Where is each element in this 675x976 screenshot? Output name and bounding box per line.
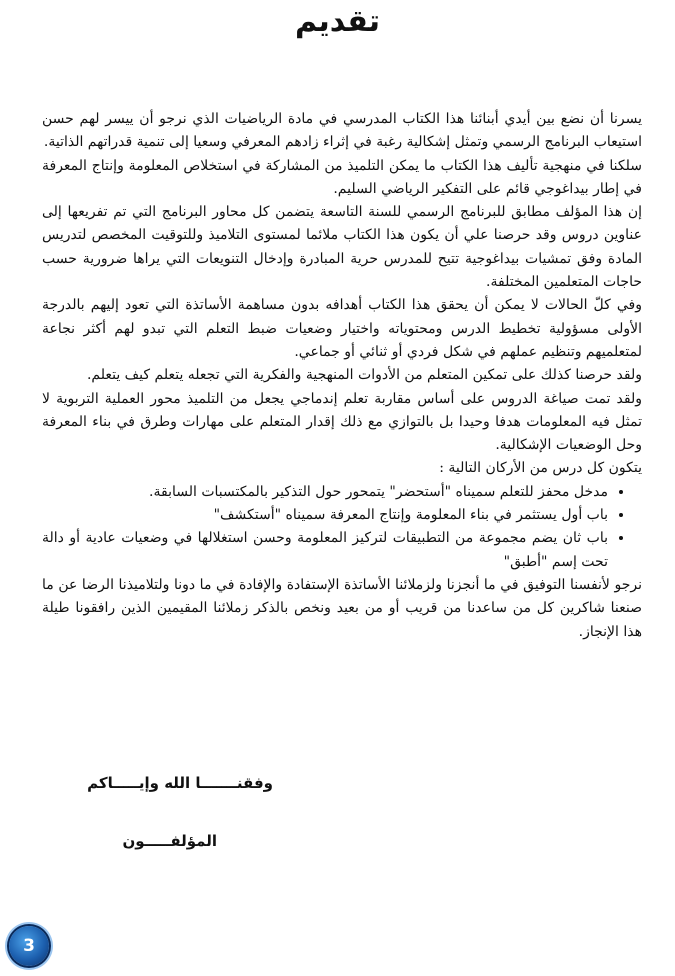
paragraph: ولقد حرصنا كذلك على تمكين المتعلم من الأدوات المنهجية والفكرية التي تجعله يتعلم كيف يتعلم. — [86, 367, 642, 384]
list-item: • مدخل محفز للتعلم سميناه "أستحضر" يتمحور حول التذكير بالمكتسبات السابقة. — [42, 481, 608, 504]
page-title: تقديم — [295, 4, 380, 39]
lesson-components-list — [42, 481, 642, 574]
paragraph: ولقد تمت صياغة الدروس على أساس مقاربة تعلم إندماجي يجعل من التلميذ محور العملية التربوية لا تمثل فيه المعلومات هدفا وحيدا بل بالتوازي مع ذلك إقدار المتعلم على مهارات وطرق في بناء المعرفة وحل الوضعيات الإشكالية. — [42, 390, 642, 454]
preface-body — [42, 108, 642, 644]
paragraph: وفي كلّ الحالات لا يمكن أن يحقق هذا الكتاب أهدافه بدون مساهمة الأساتذة التي تعود إليهم بالدرجة الأولى مسؤولية تخطيط الدرس ومحتوياته واختيار وضعيات ضبط التعلم التي تبدو لهم أكثر نجاعة لمتعلميهم وتنظيم عملهم في شكل فردي أو ثنائي أو جماعي. — [42, 297, 642, 360]
list-item: • باب أول يستثمر في بناء المعلومة وإنتاج المعرفة سميناه "أستكشف" — [42, 504, 608, 527]
page-number: 3 — [23, 936, 35, 956]
paragraph: يسرنا أن نضع بين أيدي أبنائنا هذا الكتاب المدرسي في مادة الرياضيات الذي نرجو أن ييسر لهم حسن استيعاب البرنامج الرسمي وتمثل إشكالية رغبة في إثراء زادهم المعرفي وسعيا إلى تنمية قدراتهم الذاتية. — [42, 111, 642, 151]
paragraph: سلكنا في منهجية تأليف هذا الكتاب ما يمكن التلميذ من المشاركة في استخلاص المعلومة وإنتاج المعرفة في إطار بيداغوجي قائم على التفكير الرياضي السليم. — [42, 157, 642, 197]
paragraph: إن هذا المؤلف مطابق للبرنامج الرسمي للسنة التاسعة يتضمن كل محاور البرنامج التي تم تفريعها إلى عناوين دروس وقد حرصنا علي أن يكون هذا الكتاب ملائما لمستوى التلاميذ وللتوقيت المخصص لتدريس المادة وفق تمشيات بيداغوجية تتيح للمدرس حرية المبادرة وإدخال التنويعات التي يراها ضرورية حسب حاجات المتعلمين المختلفة. — [42, 204, 642, 291]
signoff: وفقنـــــــا الله وإيـــــاكم — [87, 774, 273, 792]
page-number-badge — [9, 926, 49, 966]
authors-signature: المؤلفـــــون — [122, 832, 217, 850]
closing-paragraph: نرجو لأنفسنا التوفيق في ما أنجزنا ولزملائنا الأساتذة الإستفادة والإفادة في ما دونا ولتلاميذنا الرضا عن ما صنعنا شاكرين كل من ساعدنا من قريب أو من بعيد ونخص بالذكر زملائنا المقيمين الذين رافقونا طيلة هذا الإنجاز. — [42, 576, 642, 640]
list-item: • باب ثان يضم مجموعة من التطبيقات لتركيز المعلومة وحسن استغلالها في وضعيات عادية أو دالة تحت إسم "أطبق" — [42, 527, 608, 574]
paragraph: يتكون كل درس من الأركان التالية : — [439, 460, 642, 477]
